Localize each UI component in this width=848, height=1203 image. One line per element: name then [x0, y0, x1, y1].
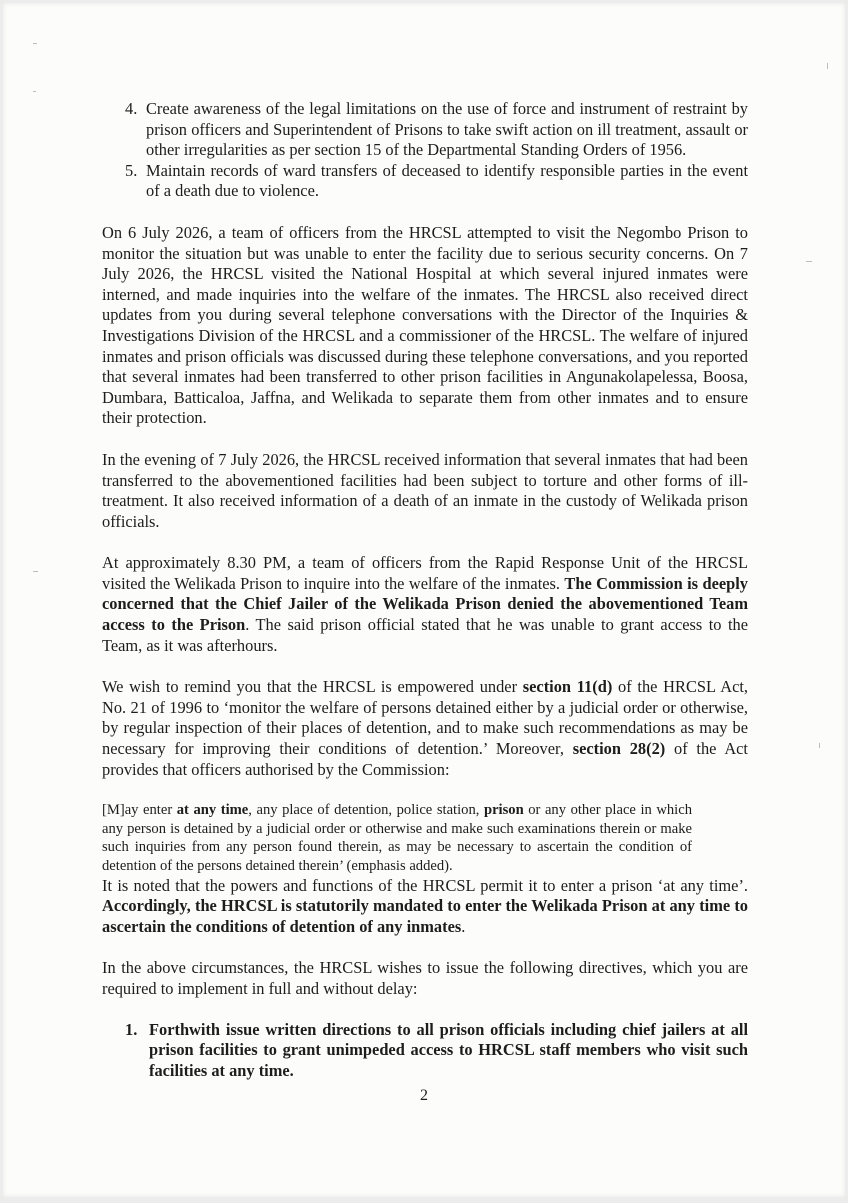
emphasis-text: Accordingly, the HRCSL is statutorily mandated to enter the Welikada Prison at any time to ascertain the conditions of detention of any inmates — [102, 896, 748, 936]
paragraph-text: . — [461, 916, 466, 936]
paragraph-text: We wish to remind you that the HRCSL is empowered under — [102, 677, 523, 697]
paragraph-directives-intro: In the above circumstances, the HRCSL wishes to issue the following directives, which you are required to implement in full and without delay: — [102, 958, 748, 998]
paragraph-text: of the Act provides that officers authorised by the Commission: — [102, 739, 748, 779]
paragraph-statutory-power — [102, 677, 748, 780]
emphasis-text: section 11(d) — [522, 677, 613, 697]
directive-number: 1. — [125, 1019, 138, 1039]
list-item-text: Create awareness of the legal limitations on the use of force and instrument of restraint by prison officers and Superintendent of Prisons to take swift action on ill treatment, assault or other irregularities as per section 15 of the Departmental Standing Orders of 1956. — [146, 99, 748, 160]
paragraph-torture-reports: In the evening of 7 July 2026, the HRCSL received information that several inmates that had been transferred to the abovementioned facilities had been subject to torture and other forms of ill-treatment. It also received information of a death of an inmate in the custody of Welikada prison officials. — [102, 449, 748, 531]
block-quote — [102, 801, 692, 875]
scan-mark — [33, 571, 38, 572]
list-item-text: Maintain records of ward transfers of deceased to identify responsible parties in the event of a death due to violence. — [146, 160, 748, 201]
list-item — [102, 99, 748, 161]
directive-item — [102, 1020, 748, 1082]
scan-mark — [819, 743, 820, 748]
paragraph-text: of the HRCSL Act, No. 21 of 1996 to ‘monitor the welfare of persons detained either by a judicial order or otherwise, by regular inspection of their places of detention, and to make such recommendations as may be necessary for improving their conditions of detention.’ Moreover, — [102, 677, 748, 759]
quote-text: [M]ay enter — [102, 802, 177, 819]
paragraph-text: . The said prison official stated that he was unable to grant access to the Team, as it was afterhours. — [102, 615, 748, 655]
emphasis-text: The Commission is deeply concerned that the Chief Jailer of the Welikada Prison denied the abovementioned Team access to the Prison — [102, 573, 748, 635]
scan-mark — [827, 63, 828, 69]
emphasis-text: section 28(2) — [572, 739, 666, 759]
list-item-number: 4. — [125, 99, 138, 118]
document-page — [3, 3, 845, 1197]
list-item — [102, 161, 748, 202]
emphasis-text: at any time — [176, 802, 249, 819]
quote-text: or any other place in which any person is detained by a judicial order or otherwise and make such examinations therein or make such inquiries from any person found therein, as may be necessary to ascertain the condition of detention of the persons detained therein’ (emphasis added). — [102, 802, 693, 874]
paragraph-text: At approximately 8.30 PM, a team of officers from the Rapid Response Unit of the HRCSL visited the Welikada Prison to inquire into the welfare of the inmates. — [102, 553, 748, 593]
scan-mark — [806, 261, 812, 262]
paragraph-mandate — [102, 876, 748, 938]
paragraph-negombo-visit: On 6 July 2026, a team of officers from the HRCSL attempted to visit the Negombo Prison to monitor the situation but was unable to enter the facility due to serious security concerns. On 7 July 2026, the HRCSL visited the National Hospital at which several injured inmates were interned, and made inquiries into the welfare of the inmates. The HRCSL also received direct updates from you during several telephone conversations with the Director of the Inquiries & Investigations Division of the HRCSL and a commissioner of the HRCSL. The welfare of injured inmates and prison officials was discussed during these telephone conversations, and you reported that several inmates had been transferred to other prison facilities in Angunakolapelessa, Boosa, Dumbara, Batticaloa, Jaffna, and Welikada to separate them from other inmates and to ensure their protection. — [102, 222, 748, 428]
quote-text: , any place of detention, police station, — [248, 802, 484, 819]
emphasis-text: prison — [483, 802, 524, 819]
scan-mark — [33, 91, 36, 92]
directive-text: Forthwith issue written directions to all prison officials including chief jailers at all prison facilities to grant unimpeded access to HRCSL staff members who visit such facilities at any time. — [149, 1019, 748, 1080]
scan-mark — [33, 43, 37, 44]
paragraph-welikada-visit — [102, 553, 748, 656]
list-item-number: 5. — [125, 160, 138, 180]
letter-body — [102, 99, 748, 1081]
page-number: 2 — [420, 1087, 428, 1104]
recommendation-list — [102, 99, 748, 202]
paragraph-text: It is noted that the powers and functions of the HRCSL permit it to enter a prison ‘at any time’. — [102, 875, 748, 895]
